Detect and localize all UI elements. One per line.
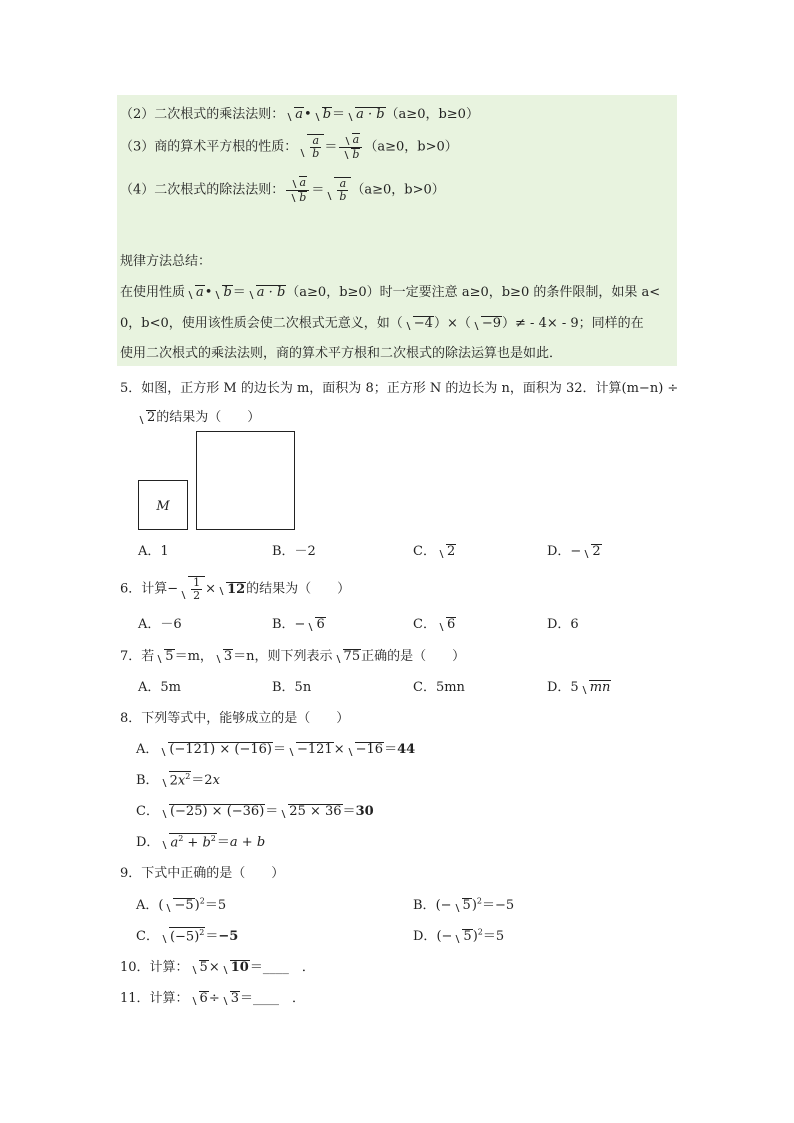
q8-option-a[interactable]: A． (−121) × (−16)＝ −121× −16＝44: [136, 742, 416, 757]
q6-option-c[interactable]: C． 6: [413, 617, 456, 632]
rule-4: （4）二次根式的除法法则： $\frac{a}{b}$ ＝ $\frac{a}{b}$ （a≥0，b>0）: [120, 176, 445, 204]
q7-option-b[interactable]: B．5n: [272, 680, 312, 695]
q10-stem: 10．计算： 5× 10＝____ ．: [120, 960, 315, 975]
q9-option-c[interactable]: C． $(-5)^2=-5$: [136, 927, 239, 944]
q5-option-b[interactable]: B．－2: [272, 544, 316, 559]
square-n: [196, 431, 295, 530]
q9-option-b[interactable]: B．(− 5)$^2$＝−5: [413, 896, 515, 913]
method-line-3: 使用二次根式的乘法法则，商的算术平方根和二次根式的除法运算也是如此．: [120, 346, 563, 361]
q5-option-a[interactable]: A．1: [138, 544, 169, 559]
q5-stem: 5．如图，正方形 M 的边长为 m，面积为 8；正方形 N 的边长为 n，面积为 32．计算(m−n) ÷: [120, 381, 679, 396]
q6-option-b[interactable]: B．− 6: [272, 617, 325, 632]
q8-option-c[interactable]: C． (−25) × (−36)＝ 25 × 36＝30: [136, 804, 374, 819]
q5-option-d[interactable]: D．− 2: [547, 544, 601, 559]
square-m: [138, 480, 188, 530]
rule-2: （2）二次根式的乘法法则： a• b＝ a · b（a≥0，b≥0）: [120, 107, 479, 122]
method-line-1: 在使用性质 a• b＝ a · b（a≥0，b≥0）时一定要注意 a≥0，b≥0 的条件限制，如果 a<: [120, 285, 661, 300]
q7-option-d[interactable]: D．5 mn: [547, 680, 611, 695]
q9-option-d[interactable]: D．(− 5)$^2$＝5: [413, 927, 505, 944]
q9-stem: 9．下式中正确的是（ ）: [120, 866, 285, 881]
q5-option-c[interactable]: C． 2: [413, 544, 456, 559]
q9-option-a[interactable]: A．( −5)$^2$＝5: [136, 896, 227, 913]
q6-stem: 6．计算− $\frac{1}{2}$ × 12的结果为（ ）: [120, 576, 351, 602]
q5-stem-2: 2的结果为（ ）: [136, 406, 260, 426]
q8-stem: 8．下列等式中，能够成立的是（ ）: [120, 711, 350, 726]
q6-option-a[interactable]: A．－6: [138, 617, 182, 632]
q7-option-c[interactable]: C．5mn: [413, 680, 465, 695]
method-title: 规律方法总结：: [120, 254, 212, 269]
rule-3: （3）商的算术平方根的性质： $\frac{a}{b}$ ＝ $\frac{a}{b}$ （a≥0，b>0）: [120, 133, 458, 161]
q8-option-b[interactable]: B． $2x^2=2x$: [136, 771, 220, 788]
square-m-label: M: [156, 499, 170, 514]
q7-option-a[interactable]: A．5m: [138, 680, 181, 695]
q7-stem: 7．若 5＝m， 3＝n，则下列表示 75正确的是（ ）: [120, 649, 466, 664]
method-line-2: 0，b<0，使用该性质会使二次根式无意义，如（ −4）×（ −9）≠ - 4× - 9；同样的在: [120, 316, 644, 331]
q11-stem: 11．计算： 6÷ 3＝____ ．: [120, 991, 306, 1006]
q6-option-d[interactable]: D．6: [547, 617, 579, 632]
q8-option-d[interactable]: D． $a^2 + b^2=a + b$: [136, 833, 266, 850]
